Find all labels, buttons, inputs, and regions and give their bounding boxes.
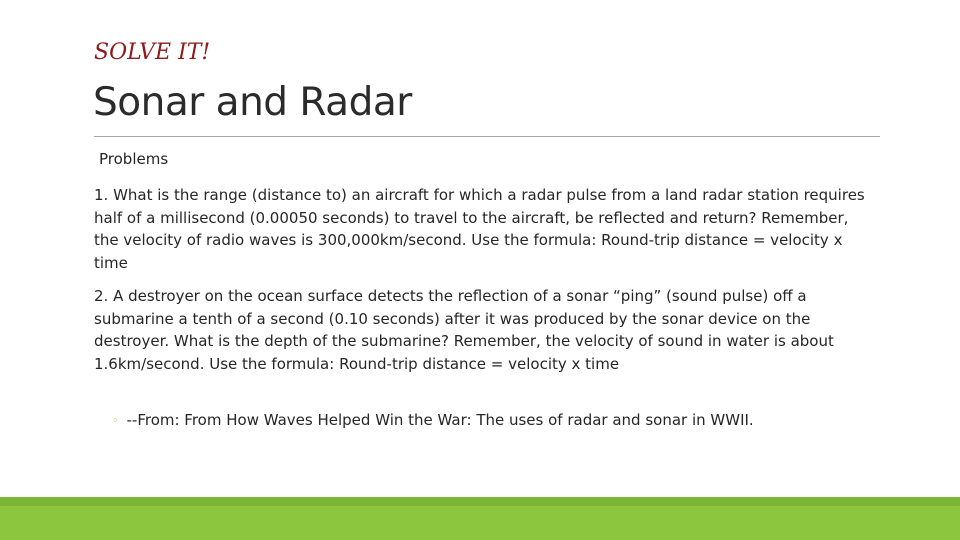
bottom-accent-bar (0, 497, 960, 540)
problem-2: 2. A destroyer on the ocean surface detects the reflection of a sonar “ping” (sound pulse) off a submarine a tenth of a second (0.10 seconds) after it was produced by the sonar device on the destroyer. What is the depth of the submarine? Remember, the velocity of sound in water is about 1.6km/second. Use the formula: Round-trip distance = velocity x time (94, 287, 834, 373)
source-bullet-item (112, 411, 754, 429)
slide-subtitle: SOLVE IT! (94, 40, 211, 65)
problem-1: 1. What is the range (distance to) an aircraft for which a radar pulse from a land radar station requires half of a millisecond (0.00050 seconds) to travel to the aircraft, be reflected and return? Remember, the velocity of radio waves is 300,000km/second. Use the formula: Round-trip distance = velocity x time (94, 186, 865, 272)
title-divider (94, 136, 880, 137)
bottom-bar-band (0, 497, 960, 506)
bullet-circle-icon: ◦ (112, 414, 119, 427)
slide-title: Sonar and Radar (93, 80, 412, 125)
problems-heading: Problems (99, 150, 169, 168)
source-text: --From: From How Waves Helped Win the War: The uses of radar and sonar in WWII. (126, 411, 754, 429)
